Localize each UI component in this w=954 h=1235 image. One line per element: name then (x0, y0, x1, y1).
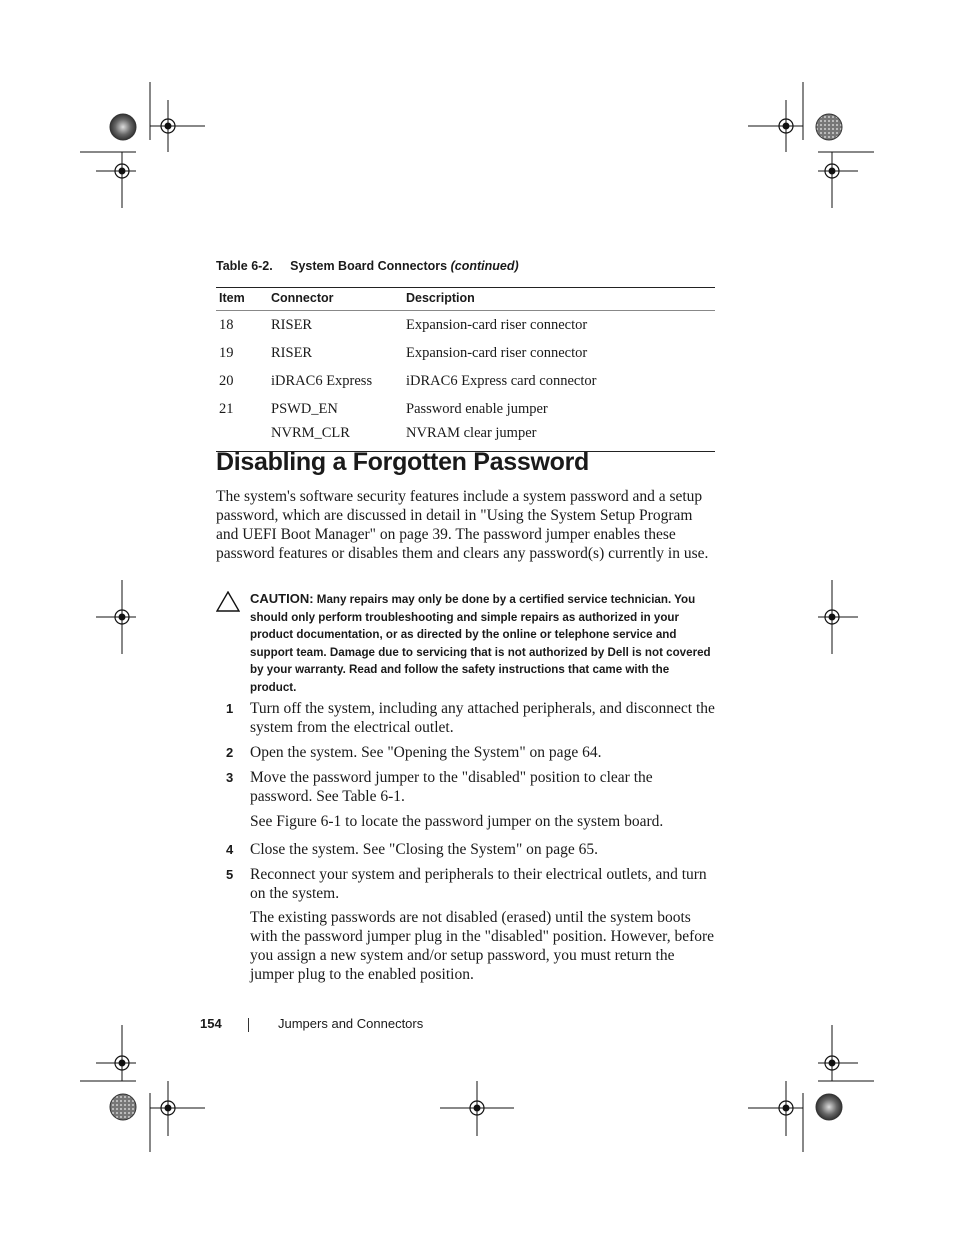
step-number: 5 (226, 867, 234, 882)
caution-icon (216, 591, 240, 612)
footer-chapter: Jumpers and Connectors (278, 1016, 424, 1031)
step-text: Move the password jumper to the "disabled" position to clear the password. See Table 6-1. (250, 769, 653, 805)
cell-description: Expansion-card riser connector (406, 317, 588, 333)
table-row (216, 311, 715, 340)
cell-description: iDRAC6 Express card connector (406, 373, 597, 389)
section-title: Disabling a Forgotten Password (216, 448, 589, 476)
step-number: 2 (226, 745, 234, 760)
table-caption-label: Table 6-2. (216, 259, 273, 273)
cell-connector: iDRAC6 Express (271, 373, 373, 389)
step-number: 3 (226, 770, 234, 785)
cell-item: 19 (219, 345, 234, 361)
cell-item: 21 (219, 401, 234, 417)
table-row (216, 367, 715, 395)
page-number: 154 (200, 1016, 222, 1031)
table-caption-note: (continued) (450, 259, 519, 273)
cell-connector: RISER (271, 345, 313, 361)
header-item: Item (216, 288, 268, 311)
cell-description: NVRAM clear jumper (403, 423, 715, 452)
cell-connector: PSWD_EN (271, 401, 338, 417)
table-caption (216, 259, 519, 273)
connector-table (216, 287, 715, 452)
table-row (216, 395, 715, 423)
table-header-row (216, 288, 715, 311)
step-text: Reconnect your system and peripherals to their electrical outlets, and turn on the system. (250, 866, 707, 902)
step-number: 4 (226, 842, 234, 857)
cell-item: 20 (219, 373, 234, 389)
table-caption-title: System Board Connectors (290, 259, 448, 273)
footer-separator (248, 1018, 249, 1032)
step-number: 1 (226, 701, 234, 716)
caution-note (250, 590, 718, 696)
intro-paragraph: The system's software security features include a system password and a setup password, which are discussed in detail in "Using the System Setup Program and UEFI Boot Manager" on page 39. The password jumper enables these password features or disables them and clears any password(s) currently in use. (216, 488, 709, 562)
cell-description: Expansion-card riser connector (406, 345, 588, 361)
step-text: Open the system. See "Opening the System" on page 64. (250, 744, 602, 761)
header-description: Description (403, 288, 715, 311)
step-text: Close the system. See "Closing the System" on page 65. (250, 841, 599, 858)
header-connector: Connector (268, 288, 403, 311)
step-text: Turn off the system, including any attached peripherals, and disconnect the system from the electrical outlet. (250, 700, 715, 736)
cell-connector: RISER (271, 317, 313, 333)
step-5-note: The existing passwords are not disabled (erased) until the system boots with the password jumper plug in the "disabled" position. However, before you assign a new system and/or setup password, you must return the jumper plug to the enabled position. (250, 909, 715, 983)
step-3-note: See Figure 6-1 to locate the password jumper on the system board. (250, 813, 664, 830)
cell-connector: NVRM_CLR (268, 423, 403, 452)
table-row (216, 339, 715, 367)
cell-description: Password enable jumper (406, 401, 548, 417)
caution-text: Many repairs may only be done by a certified service technician. You should only perform troubleshooting and simple repairs as authorized in your product documentation, or as directed by the online or telephone service and support team. Damage due to servicing that is not authorized by Dell is not covered by your warranty. Read and follow the safety instructions that came with the product. (250, 593, 711, 694)
cell-item: 18 (219, 317, 234, 333)
caution-label: CAUTION: (250, 591, 314, 606)
